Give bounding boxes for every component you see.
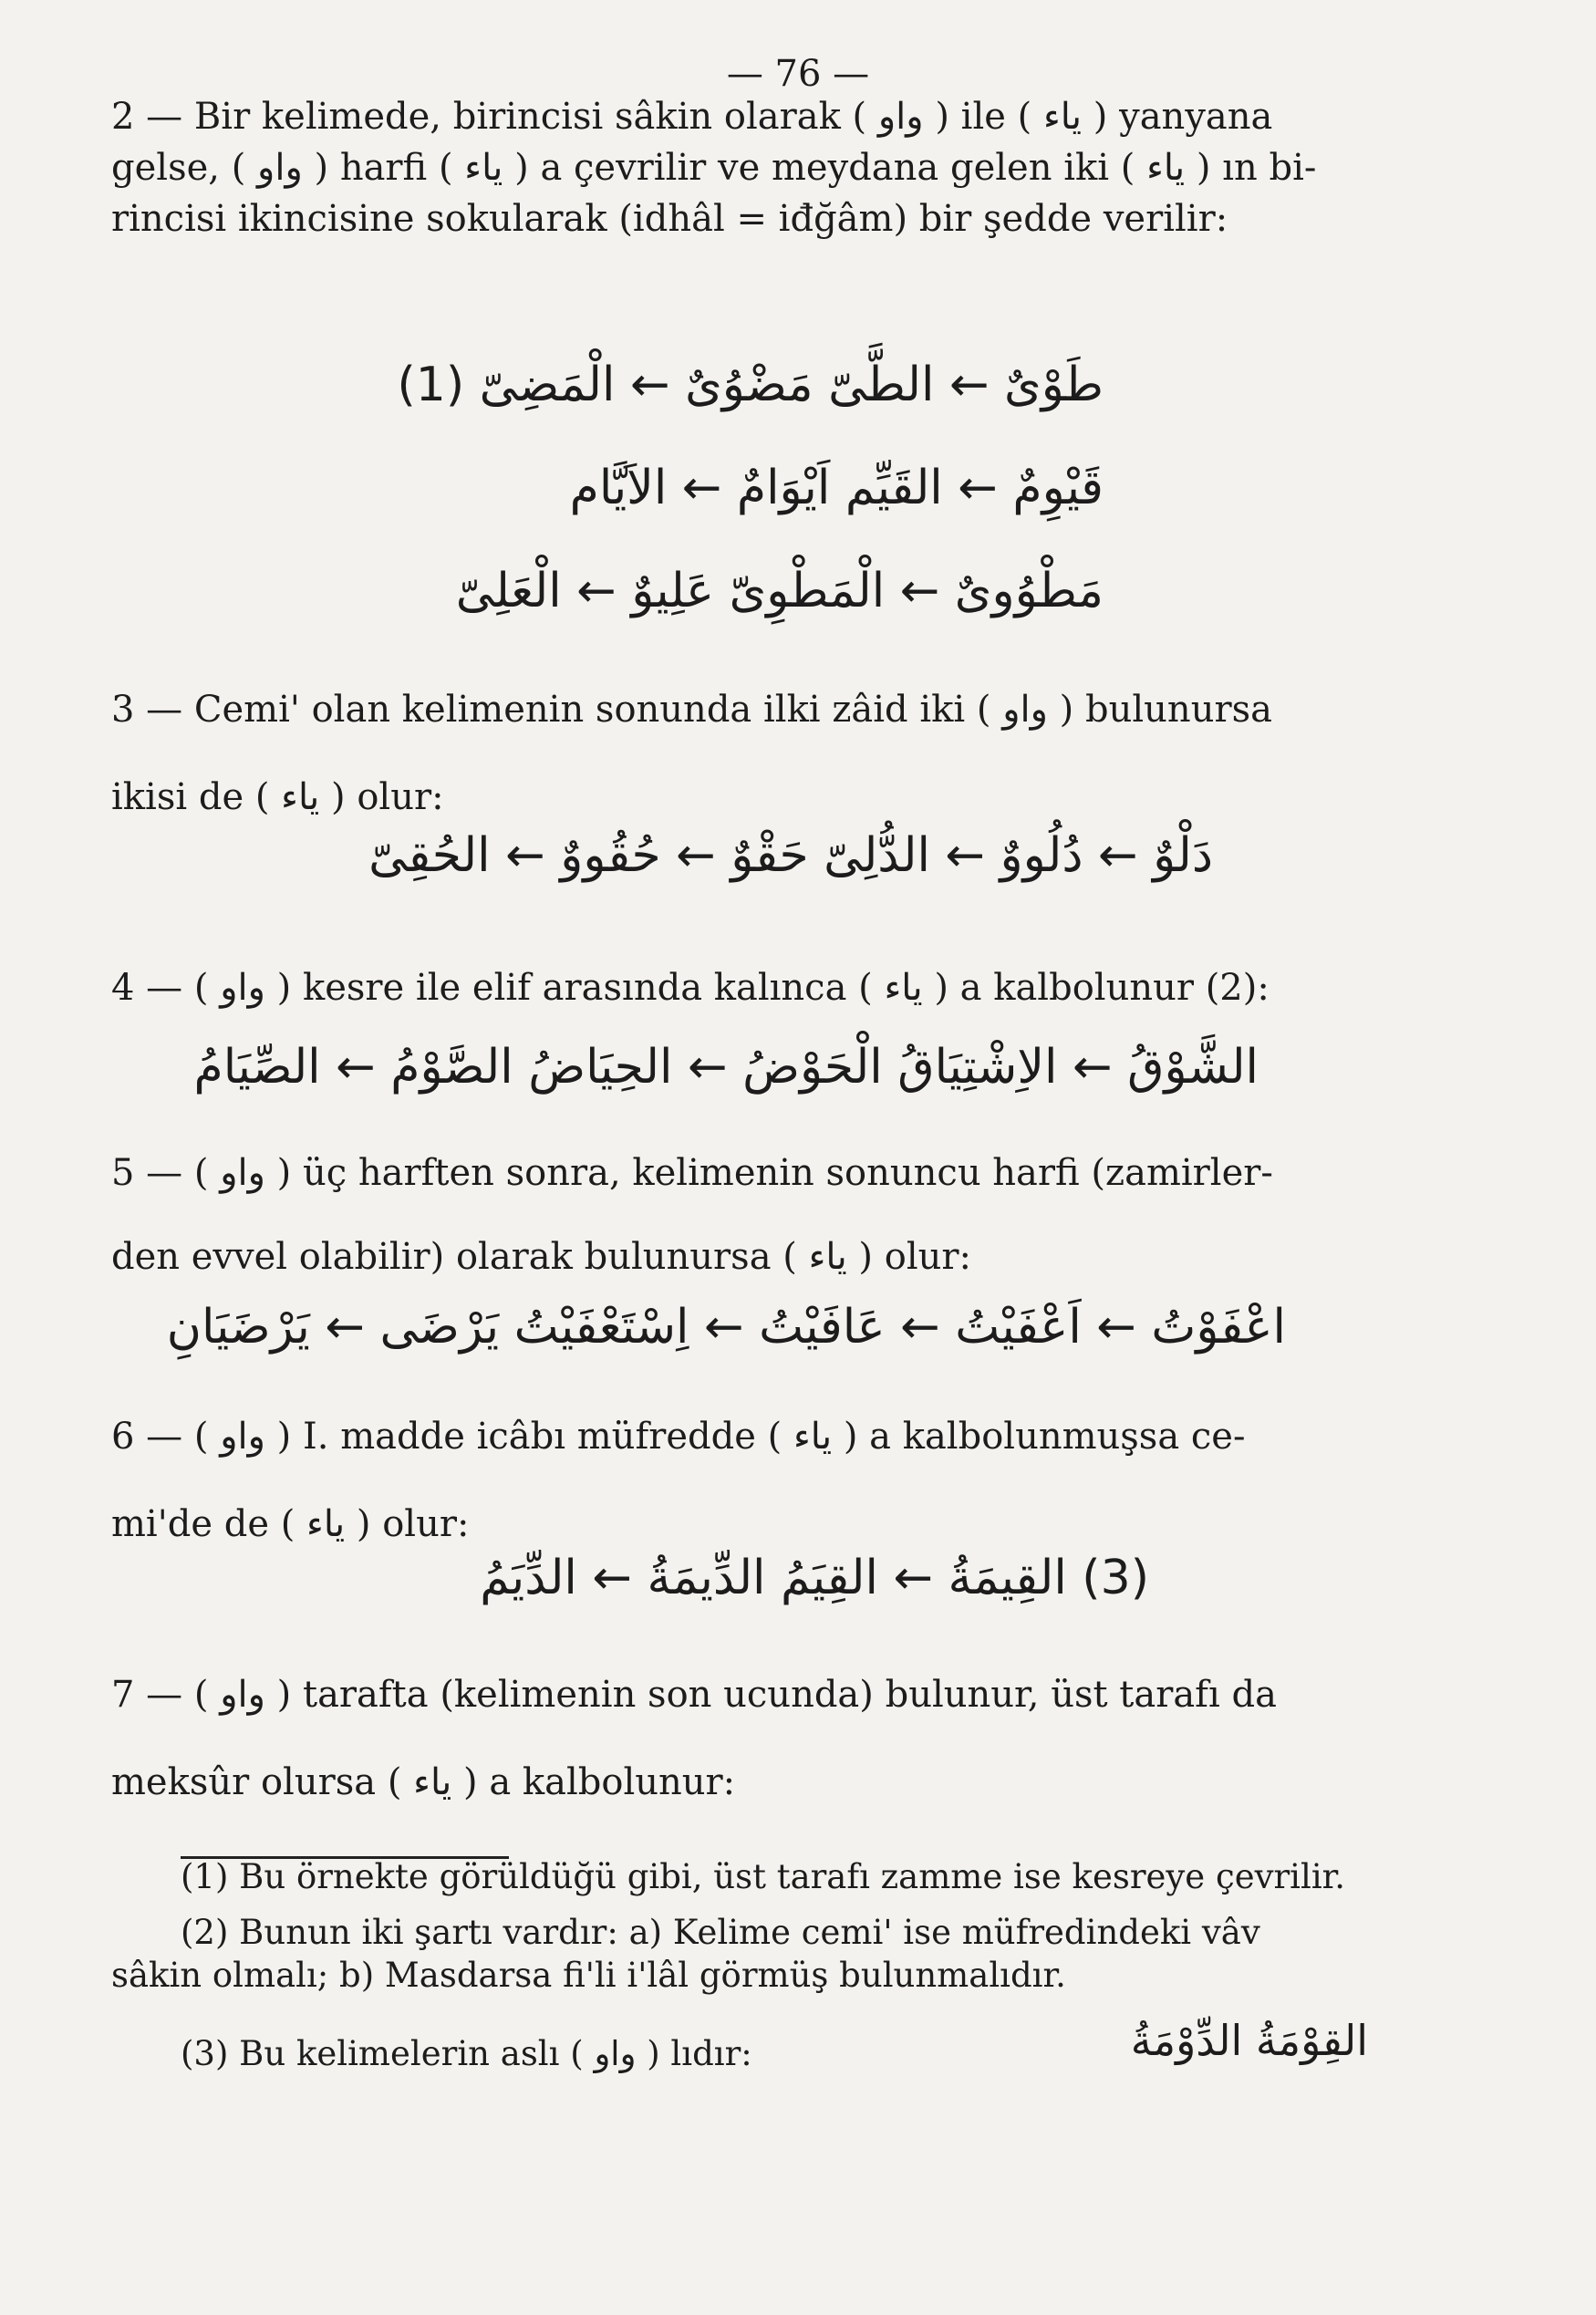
footnote-1: (1) Bu örnekte görüldüğü gibi, üst tarafı zamme ise kesreye çevrilir. (181, 1857, 1346, 1896)
footnote-3: (3) Bu kelimelerin aslı ( واو ) lıdır: (181, 2034, 752, 2073)
footnote-2-line-2: sâkin olmalı; b) Masdarsa fi'li i'lâl görmüş bulunmalıdır. (111, 1956, 1066, 1995)
rule-6-paragraph (111, 1393, 1434, 1568)
rule-6-line-1: 6 — ( واو ) I. madde icâbı müfredde ( ياء ) a kalbolunmuşsa ce- (111, 1416, 1246, 1458)
example-5-row-1: اعْفَوْتُ ← اَعْفَيْتُ ← عَافَيْتُ ← اِسْتَعْفَيْتُ يَرْضَى ← يَرْضَيَانِ (166, 1300, 1286, 1355)
rule-5-line-1: 5 — ( واو ) üç harften sonra, kelimenin sonuncu harfi (zamirler- (111, 1152, 1273, 1194)
rule-7-line-2: meksûr olursa ( ياء ) a kalbolunur: (111, 1761, 736, 1803)
footnote-3-arabic: القِوْمَةُ الدِّوْمَةُ (1130, 2016, 1368, 2065)
example-2-row-3: مَطْوُوىٌ ← الْمَطْوِىّ عَلِيوٌ ← الْعَلِىّ (455, 564, 1104, 618)
rule-3-paragraph (111, 666, 1434, 841)
rule-6-line-2: mi'de de ( ياء ) olur: (111, 1503, 470, 1545)
rule-7-line-1: 7 — ( واو ) tarafta (kelimenin son ucunda) bulunur, üst tarafı da (111, 1674, 1277, 1716)
rule-5-line-2: den evvel olabilir) olarak bulunursa ( ياء ) olur: (111, 1236, 971, 1278)
rule-5-paragraph (111, 1131, 1434, 1299)
rule-3-line-1: 3 — Cemi' olan kelimenin sonunda ilki zâid iki ( واو ) bulunursa (111, 689, 1272, 731)
rule-2-line-3: rincisi ikincisine sokularak (idhâl = iđğâm) bir şedde verilir: (111, 198, 1228, 240)
example-3-row-1: دَلْوٌ ← دُلُووٌ ← الدُّلِىّ حَقْوٌ ← حُقُووٌ ← الحُقِىّ (368, 828, 1213, 883)
rule-7-paragraph (111, 1651, 1434, 1826)
rule-4-paragraph (111, 944, 1434, 1032)
rule-3-line-2: ikisi de ( ياء ) olur: (111, 776, 444, 818)
example-4-row-1: الشَّوْقُ ← الاِشْتِيَاقُ الْحَوْضُ ← الحِيَاضُ الصَّوْمُ ← الصِّيَامُ (193, 1040, 1259, 1095)
example-2-row-2: قَيْوِمٌ ← القَيِّم اَيْوَامٌ ← الاَيَّام (569, 461, 1104, 515)
example-6-row-1: (3) القِيمَةُ ← القِيَمُ الدِّيمَةُ ← الدِّيَمُ (480, 1551, 1149, 1605)
footnote-2-line-1: (2) Bunun iki şartı vardır: a) Kelime cemi' ise müfredindeki vâv (181, 1913, 1260, 1952)
example-2-row-1: طَوْىٌ ← الطَّىّ مَضْوُىٌ ← الْمَضِىّ (1) (397, 358, 1104, 412)
rule-2-line-1: 2 — Bir kelimede, birincisi sâkin olarak ( واو ) ile ( ياء ) yanyana (111, 96, 1273, 138)
rule-4-line-1: 4 — ( واو ) kesre ile elif arasında kalınca ( ياء ) a kalbolunur (2): (111, 967, 1270, 1009)
rule-2-line-2: gelse, ( واو ) harfi ( ياء ) a çevrilir ve meydana gelen iki ( ياء ) ın bi- (111, 147, 1317, 189)
page-number: — 76 — (726, 53, 870, 95)
rule-2-paragraph-cont (111, 124, 1434, 244)
